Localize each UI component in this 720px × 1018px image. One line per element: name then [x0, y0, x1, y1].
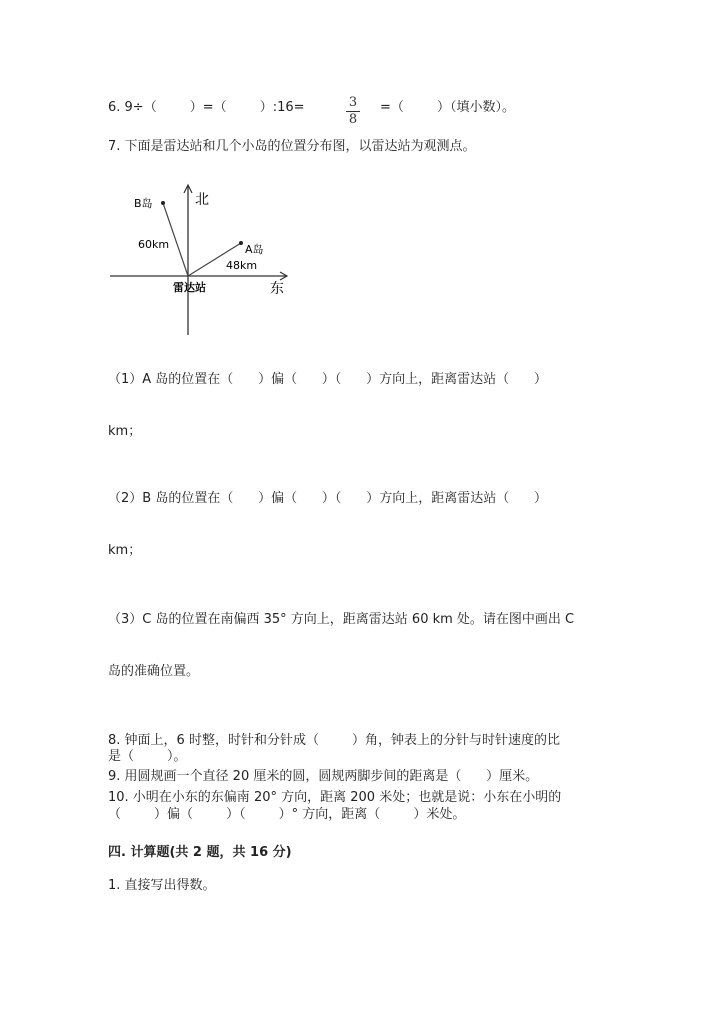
section-4-title: 四. 计算题(共 2 题，共 16 分): [108, 845, 292, 860]
q7-sub1-line1: （1）A 岛的位置在（ ）偏（ ）（ ）方向上，距离雷达站（ ）: [108, 372, 547, 387]
b-distance-label: 60km: [138, 238, 170, 251]
b-island-point: [161, 201, 165, 205]
q7-sub1-line2: km；: [108, 424, 142, 439]
q7-stem: 7. 下面是雷达站和几个小岛的位置分布图，以雷达站为观测点。: [108, 139, 476, 154]
a-island-label: A岛: [245, 243, 264, 256]
fraction-3-8: [346, 96, 360, 127]
east-label: 东: [270, 281, 284, 297]
q7-sub3-line1: （3）C 岛的位置在南偏西 35° 方向上，距离雷达站 60 km 处。请在图中画出 C: [108, 612, 575, 627]
denominator: 8: [348, 112, 358, 127]
b-island-label: B岛: [134, 197, 153, 210]
q6-text-right: =（ ）（填小数）。: [380, 100, 515, 115]
numerator: 3: [348, 95, 358, 110]
q10-line1: 10. 小明在小东的东偏南 20° 方向，距离 200 米处；也就是说：小东在小明的: [108, 790, 562, 805]
q8-line1: 8. 钟面上，6 时整，时针和分针成（ ）角，钟表上的分针与时针速度的比: [108, 733, 560, 748]
q8-line2: 是（ ）。: [108, 749, 187, 764]
q6-text-left: 6. 9÷（ ）=（ ）:16=: [108, 100, 305, 115]
q10-line2: （ ）偏（ ）（ ）° 方向，距离（ ）米处。: [108, 807, 466, 822]
a-island-point: [239, 241, 243, 245]
radar-diagram: [100, 180, 300, 340]
q7-sub2-line2: km；: [108, 543, 142, 558]
q7-sub2-line1: （2）B 岛的位置在（ ）偏（ ）（ ）方向上，距离雷达站（ ）: [108, 491, 547, 506]
q9-text: 9. 用圆规画一个直径 20 厘米的圆，圆规两脚步间的距离是（ ）厘米。: [108, 769, 539, 784]
section-4-q1: 1. 直接写出得数。: [108, 878, 216, 893]
a-distance-label: 48km: [226, 259, 258, 272]
q7-sub3-line2: 岛的准确位置。: [108, 664, 200, 679]
north-label: 北: [195, 192, 209, 208]
origin-label: 雷达站: [173, 281, 206, 294]
